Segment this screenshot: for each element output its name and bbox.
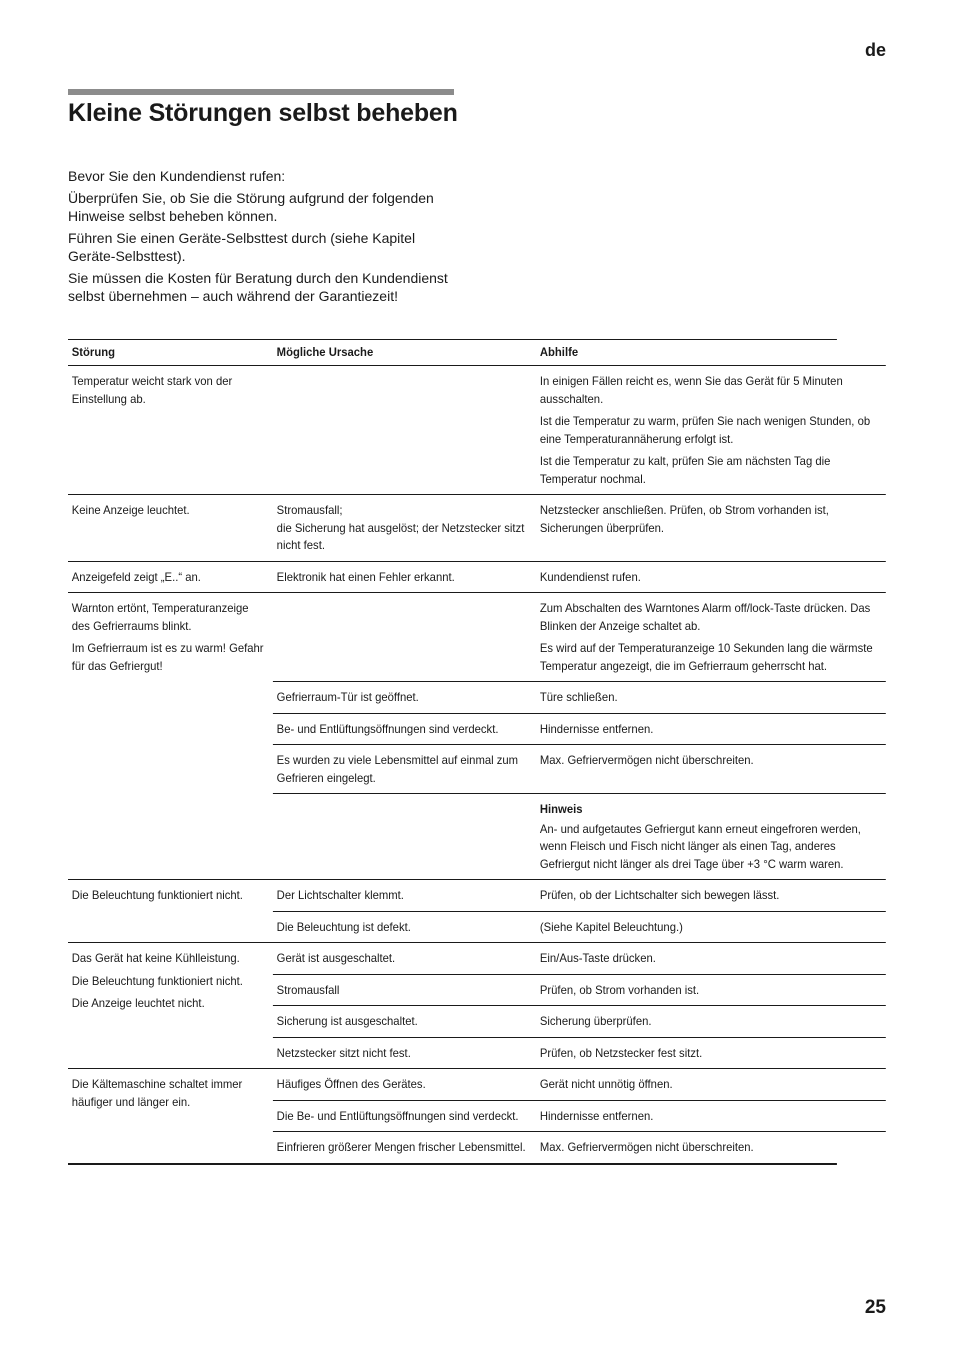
abhilfe-cell	[536, 794, 886, 879]
stoerung-text: Warnton ertönt, Temperaturanzeige des Gefrierraums blinkt.	[71, 601, 249, 633]
table-header	[68, 340, 886, 366]
abhilfe-cell	[536, 1038, 886, 1069]
abhilfe-text: An- und aufgetautes Gefriergut kann erneut eingefroren werden, wenn Fleisch und Fisch nicht länger als einen Tag, anderes Gefriergut nicht länger als drei Tage über +3 °C warm waren.	[539, 821, 861, 871]
abhilfe-cell	[536, 682, 886, 713]
abhilfe-text: Kundendienst rufen.	[539, 569, 641, 584]
abhilfe-text: Sicherung überprüfen.	[539, 1014, 652, 1028]
table-group	[68, 880, 886, 943]
stoerung-cell	[68, 562, 273, 593]
stoerung-text: Temperatur weicht stark von der Einstellung ab.	[71, 374, 233, 406]
table-row	[273, 714, 886, 746]
table-row	[273, 1132, 886, 1163]
abhilfe-text: Netzstecker anschließen. Prüfen, ob Strom vorhanden ist, Sicherungen überprüfen.	[539, 503, 829, 535]
table-body	[68, 366, 886, 1163]
ursache-cell: Be- und Entlüftungsöffnungen sind verdeckt.	[276, 721, 499, 736]
abhilfe-text: Prüfen, ob der Lichtschalter sich bewegen lässt.	[539, 888, 780, 902]
page-title: Kleine Störungen selbst beheben	[68, 99, 458, 127]
abhilfe-text: Ist die Temperatur zu kalt, prüfen Sie am nächsten Tag die Temperatur nochmal.	[539, 454, 831, 486]
table-group	[68, 943, 886, 1069]
stoerung-text: Im Gefrierraum ist es zu warm! Gefahr für das Gefriergut!	[71, 641, 264, 673]
table-row	[273, 745, 886, 794]
abhilfe-text: Ist die Temperatur zu warm, prüfen Sie nach wenigen Stunden, ob eine Temperaturannäherung erfolgt ist.	[539, 414, 871, 446]
stoerung-text: Die Beleuchtung funktioniert nicht.	[71, 888, 243, 902]
intro-paragraph: Sie müssen die Kosten für Beratung durch den Kundendienst selbst übernehmen – auch während der Garantiezeit!	[68, 270, 448, 304]
ursache-cell: Netzstecker sitzt nicht fest.	[276, 1045, 411, 1060]
ursache-cell: Einfrieren größerer Mengen frischer Lebensmittel.	[276, 1140, 526, 1154]
abhilfe-cell	[536, 745, 886, 793]
table-group	[68, 366, 886, 495]
intro-paragraph: Überprüfen Sie, ob Sie die Störung aufgrund der folgenden Hinweise selbst beheben können.	[68, 190, 434, 224]
stoerung-cell	[68, 943, 273, 1068]
abhilfe-cell	[536, 562, 886, 593]
ursache-cell: Elektronik hat einen Fehler erkannt.	[276, 569, 455, 584]
table-row	[273, 682, 886, 714]
ursache-cell: Der Lichtschalter klemmt.	[276, 888, 404, 902]
stoerung-text: Die Beleuchtung funktioniert nicht.	[71, 973, 243, 988]
ursache-cell: Häufiges Öffnen des Gerätes.	[276, 1077, 426, 1091]
stoerung-cell	[68, 880, 273, 942]
ursache-cell: Die Be- und Entlüftungsöffnungen sind verdeckt.	[276, 1108, 519, 1123]
abhilfe-text: Max. Gefriervermögen nicht überschreiten.	[539, 1140, 754, 1154]
ursache-cell: Die Beleuchtung ist defekt.	[276, 919, 411, 934]
abhilfe-cell	[536, 495, 886, 561]
ursache-cell: Gerät ist ausgeschaltet.	[276, 951, 396, 965]
ursache-cell: Stromausfall	[276, 982, 340, 997]
abhilfe-cell	[536, 1069, 886, 1100]
page-number: 25	[864, 1297, 886, 1318]
abhilfe-text: Zum Abschalten des Warntones Alarm off/lock-Taste drücken. Das Blinken der Anzeige schaltet ab.	[539, 601, 871, 633]
stoerung-text: Die Anzeige leuchtet nicht.	[71, 996, 205, 1010]
table-row	[273, 495, 886, 561]
table-row	[273, 1069, 886, 1101]
ursache-cell: Stromausfall; die Sicherung hat ausgelöst; der Netzstecker sitzt nicht fest.	[276, 503, 525, 552]
ursache-cell: Es wurden zu viele Lebensmittel auf einmal zum Gefrieren eingelegt.	[276, 753, 519, 785]
abhilfe-text: Hindernisse entfernen.	[539, 721, 654, 736]
table-group	[68, 1069, 886, 1163]
table-row	[273, 912, 886, 943]
abhilfe-cell	[536, 593, 886, 681]
table-row	[273, 794, 886, 879]
stoerung-cell	[68, 366, 273, 494]
table-row	[273, 880, 886, 912]
abhilfe-text: Prüfen, ob Netzstecker fest sitzt.	[539, 1045, 703, 1060]
abhilfe-cell	[536, 880, 886, 911]
abhilfe-text: (Siehe Kapitel Beleuchtung.)	[539, 919, 683, 934]
table-row	[273, 593, 886, 682]
header-ursache: Mögliche Ursache	[276, 344, 374, 359]
abhilfe-text: Ein/Aus-Taste drücken.	[539, 951, 656, 965]
ursache-cell	[273, 794, 536, 879]
stoerung-cell	[68, 1069, 273, 1163]
stoerung-cell	[68, 495, 273, 561]
stoerung-text: Anzeigefeld zeigt „E..“ an.	[71, 569, 201, 584]
troubleshooting-table	[68, 339, 873, 1165]
abhilfe-text: Türe schließen.	[539, 690, 618, 704]
table-row	[273, 366, 886, 494]
abhilfe-cell	[536, 975, 886, 1006]
ursache-cell: Sicherung ist ausgeschaltet.	[276, 1014, 418, 1028]
stoerung-text: Die Kältemaschine schaltet immer häufiger und länger ein.	[71, 1077, 243, 1109]
abhilfe-cell	[536, 1101, 886, 1132]
abhilfe-cell	[536, 912, 886, 943]
abhilfe-cell	[536, 943, 886, 974]
table-row	[273, 975, 886, 1007]
abhilfe-cell	[536, 366, 886, 494]
language-marker: de	[864, 40, 886, 60]
abhilfe-text: Prüfen, ob Strom vorhanden ist.	[539, 982, 700, 997]
table-group	[68, 593, 886, 880]
abhilfe-text: Es wird auf der Temperaturanzeige 10 Sekunden lang die wärmste Temperatur angezeigt, die im Gefrierraum geherrscht hat.	[539, 641, 873, 673]
abhilfe-text: Max. Gefriervermögen nicht überschreiten.	[539, 753, 754, 767]
stoerung-text: Das Gerät hat keine Kühlleistung.	[71, 951, 240, 965]
section-rule	[68, 89, 454, 95]
table-row	[273, 1101, 886, 1133]
abhilfe-text: In einigen Fällen reicht es, wenn Sie das Gerät für 5 Minuten ausschalten.	[539, 374, 843, 406]
table-row	[273, 1006, 886, 1038]
stoerung-text: Keine Anzeige leuchtet.	[71, 503, 190, 517]
stoerung-cell	[68, 593, 273, 879]
header-stoerung: Störung	[71, 344, 115, 359]
abhilfe-text: Gerät nicht unnötig öffnen.	[539, 1077, 673, 1091]
table-group	[68, 495, 886, 562]
ursache-cell: Gefrierraum-Tür ist geöffnet.	[276, 690, 419, 704]
abhilfe-text: Hindernisse entfernen.	[539, 1108, 654, 1123]
abhilfe-cell	[536, 1006, 886, 1037]
table-group	[68, 562, 886, 594]
abhilfe-cell	[536, 714, 886, 745]
abhilfe-cell	[536, 1132, 886, 1163]
table-row	[273, 943, 886, 975]
ursache-cell	[273, 593, 536, 681]
note-title: Hinweis	[539, 802, 583, 816]
table-row	[273, 562, 886, 593]
ursache-cell	[273, 366, 536, 494]
intro-paragraph: Führen Sie einen Geräte-Selbsttest durch (siehe Kapitel Geräte-Selbsttest).	[68, 230, 416, 264]
header-abhilfe: Abhilfe	[539, 344, 579, 359]
intro-paragraph: Bevor Sie den Kundendienst rufen:	[68, 168, 286, 184]
intro-text	[68, 167, 458, 309]
table-row	[273, 1038, 886, 1069]
